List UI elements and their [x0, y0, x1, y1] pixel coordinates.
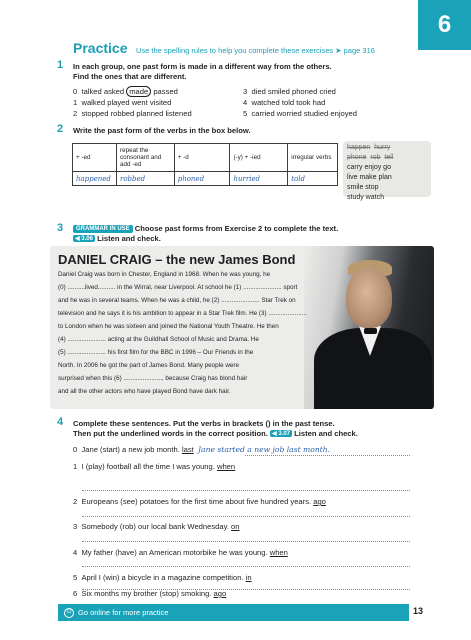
section-title: Practice [73, 40, 128, 56]
unit-number-tab: 6 [418, 0, 471, 50]
ex1-item-0: 0 talked asked made passed [73, 87, 178, 96]
page-reference: page 316 [343, 46, 375, 55]
ex4-item-0: 0 Jane (start) a new job month. last Jane started a new job last month. [73, 445, 331, 454]
section-instruction: Use the spelling rules to help you complete these exercises ➤ page 316 [135, 46, 375, 55]
answer-line[interactable] [82, 589, 410, 590]
exercise-4-number: 4 [57, 416, 64, 428]
exercise-1-number: 1 [57, 59, 64, 71]
article-line: Daniel Craig was born in Chester, England in 1968. When he was young, he [58, 271, 271, 278]
exercise-2-number: 2 [57, 123, 64, 135]
ex4-item-1: 1 I (play) football all the time I was young. when [73, 462, 236, 471]
article-line: (4) ...................... acting at the Guildhall School of Music and Drama. He [58, 336, 259, 343]
ex1-item-4: 4 watched told took had [243, 98, 326, 107]
answer-line[interactable] [82, 541, 410, 542]
answer-cell[interactable]: hurried [230, 172, 288, 186]
answer-cell[interactable]: robbed [116, 172, 174, 186]
exercise-4-instruction: Complete these sentences. Put the verbs in brackets () in the past tense. [73, 419, 335, 428]
ex4-item-5: 5 April I (win) a bicycle in a magazine competition. in 6 Six months my brother (stop) smoking. ago [73, 573, 252, 598]
answer-line[interactable] [82, 490, 410, 491]
go-online-link[interactable]: Go online for more practice [78, 608, 169, 617]
arrow-icon: ➤ [335, 46, 342, 55]
word-box: happen hurry phone rob tell carry enjoy go live make plan smile stop study watch [343, 141, 431, 197]
answer-line[interactable] [82, 566, 410, 567]
table-header: repeat the consonant and add -ed [116, 144, 174, 172]
answer-cell[interactable]: happened [73, 172, 117, 186]
answer-line[interactable] [82, 516, 410, 517]
answer-line[interactable] [245, 455, 410, 456]
circled-answer: made [126, 86, 151, 97]
table-header: irregular verbs [288, 144, 338, 172]
exercise-4-instruction-2: Then put the underlined words in the correct position. ◀ 3.07 Listen and check. [73, 429, 358, 438]
exercise-3-instruction: GRAMMAR IN USE Choose past forms from Exercise 2 to complete the text. [73, 224, 338, 233]
article-line: (5) ...................... his first film for the BBC in 1996 – Our Friends in the [58, 349, 254, 356]
article-line: (0) ..........lived.......... in the Wirral, near Liverpool. At school he (1) ...................... sport [58, 284, 298, 291]
article-line: North. In 2006 he got the part of James Bond. Many people were [58, 362, 239, 369]
daniel-craig-photo [304, 246, 434, 409]
footer-bar[interactable] [58, 604, 409, 621]
article-line: television and he says it is his ambition to appear in a Star Trek film. He (3) ...................... [58, 310, 307, 317]
table-header: + -ed [73, 144, 117, 172]
audio-track-icon[interactable]: ◀ 3.06 [75, 236, 93, 242]
ex4-item-6: 6 Six months my brother (stop) smoking. ago [73, 589, 227, 598]
answer-cell[interactable]: phoned [174, 172, 230, 186]
table-header: (-y) + -ied [230, 144, 288, 172]
section-header [73, 40, 375, 58]
example-answer: Jane started a new job last month. [198, 445, 331, 454]
article-box [50, 246, 434, 409]
exercise-1-instruction: In each group, one past form is made in a different way from the others. [73, 62, 332, 71]
exercise-2-instruction: Write the past form of the verbs in the box below. [73, 126, 251, 135]
ex4-item-2: 2 Europeans (see) potatoes for the first time about five hundred years. ago [73, 497, 326, 506]
article-line: surprised when this (6) ......................, because Craig has blond hair [58, 375, 248, 382]
article-line: and he was in several teams. When he was a child, he (2) ...................... Star Trek on [58, 297, 296, 304]
table-header: + -d [174, 144, 230, 172]
ex1-item-1: 1 walked played went visited [73, 98, 172, 107]
page-number: 13 [413, 606, 424, 616]
ex1-item-3: 3 died smiled phoned cried [243, 87, 336, 96]
power-icon: ⏻ [64, 608, 74, 618]
ex4-item-3: 3 Somebody (rob) our local bank Wednesday. on [73, 522, 240, 531]
article-title: DANIEL CRAIG – the new James Bond [58, 252, 296, 267]
ex4-item-4: 4 My father (have) an American motorbike he was young. when [73, 548, 288, 557]
ex1-item-5: 5 carried worried studied enjoyed [243, 109, 357, 118]
exercise-3-number: 3 [57, 222, 64, 234]
answer-cell[interactable]: told [288, 172, 338, 186]
grammar-badge: GRAMMAR IN USE [73, 225, 133, 233]
audio-track-icon[interactable]: ◀ 3.07 [272, 431, 291, 437]
ex1-item-2: 2 stopped robbed planned listened [73, 109, 192, 118]
verb-table [72, 143, 338, 186]
article-line: to London when he was sixteen and joined the National Youth Theatre. He then [58, 323, 279, 330]
exercise-3-listen: ◀ 3.06 Listen and check. [75, 234, 161, 243]
exercise-1-instruction-2: Find the ones that are different. [73, 72, 187, 81]
article-line: and all the other actors who have played Bond have dark hair. [58, 388, 231, 395]
